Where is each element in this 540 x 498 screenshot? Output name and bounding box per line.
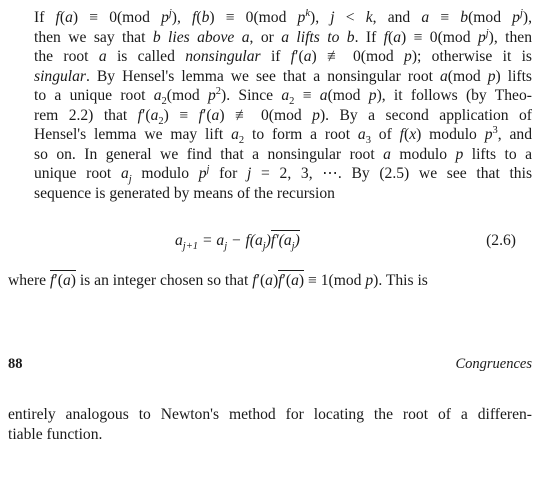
text-line: unique root $a_j$ modulo $p^j$ for j = 2, 3, ⋯. By (2.5) we see that this (34, 163, 533, 186)
text-line: where f′(a) is an integer chosen so that f′(a)f′(a) ≡ 1(mod p). This is (8, 272, 428, 289)
text-line: then we say that b lies above a, or a lifts to b. If f(a) ≡ 0(mod $p^j$), then (34, 27, 532, 46)
equation-2-6 (0, 232, 540, 256)
text-line: the root a is called nonsingular if f′(a) ≢ 0(mod p); otherwise it is (34, 48, 532, 65)
page-footer (8, 356, 532, 378)
paragraph-hensel-lifting (8, 8, 532, 203)
text-line: singular. By Hensel's lemma we see that a nonsingular root a(mod p) lifts (34, 67, 532, 85)
overline-inverse: f′(a) (50, 272, 76, 289)
text-line: Hensel's lemma we may lift $a_2$ to form a root $a_3$ of f(x) modulo $p^3$, and (34, 124, 533, 147)
page-number: 88 (8, 356, 23, 372)
text-line: rem 2.2) that $f'(a_2) \equiv f'(a)$ ≢ 0(mod p). By a second application of (34, 106, 532, 127)
text-line: entirely analogous to Newton's method for locating the root of a differen- (8, 406, 532, 423)
running-head: Congruences (455, 356, 532, 372)
text-line: tiable function. (8, 425, 103, 443)
equation-body: $a_{j+1} = a_j - f(a_j)f'(a_j)$ (175, 232, 300, 253)
overline-inverse: $f'(a_j)$ (270, 232, 300, 253)
paragraph-inverse-definition (8, 271, 532, 291)
text-line: so on. In general we find that a nonsingular root a modulo p lifts to a (34, 145, 532, 163)
text-line: If f(a) ≡ 0(mod $p^j$), f(b) ≡ 0(mod $p^k$), j < k, and a ≡ b(mod $p^j$), (34, 7, 532, 26)
text-line: to a unique root $a_2(mod$ $p^2$). Since $a_2 \equiv a(mod$ p), it follows (by Theo- (34, 85, 532, 108)
equation-number: (2.6) (486, 232, 516, 249)
text-line: sequence is generated by means of the recursion (34, 184, 335, 202)
paragraph-newton-analogy (8, 405, 532, 444)
overline-inverse: f′(a) (278, 272, 305, 289)
